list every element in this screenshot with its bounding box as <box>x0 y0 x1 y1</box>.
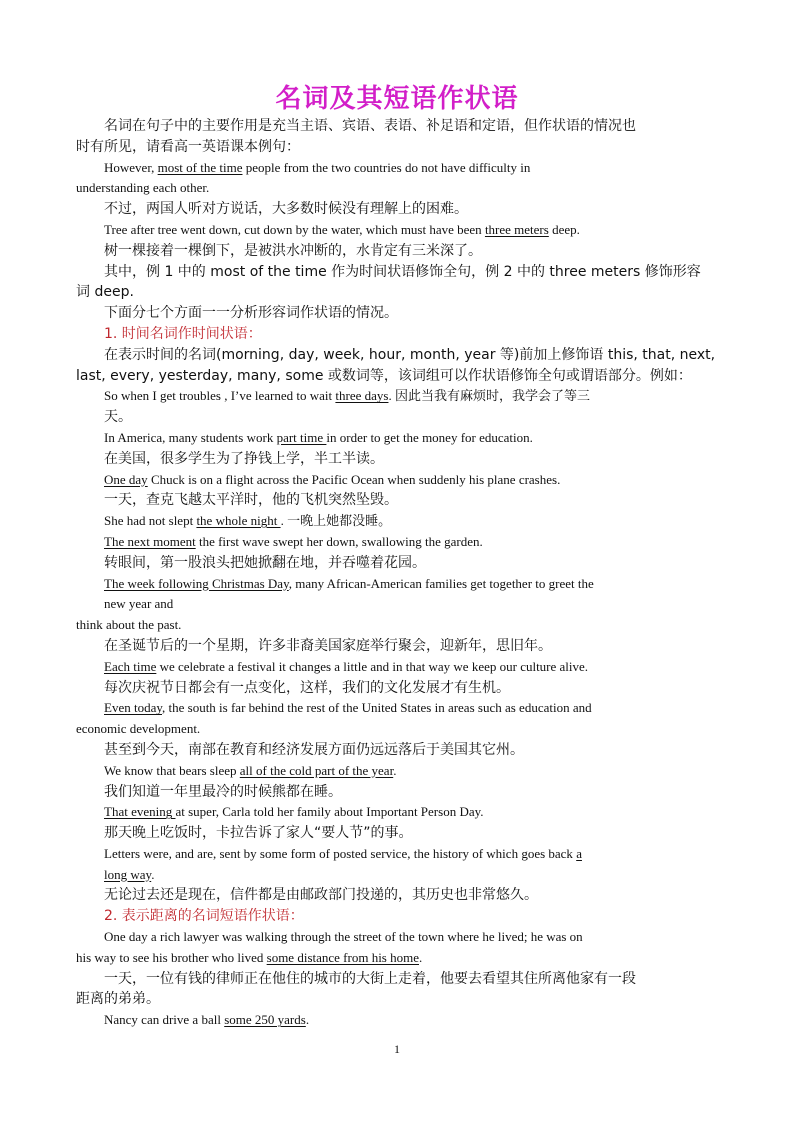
example-sentence: Letters were, and are, sent by some form of posted service, the history of which goes back a <box>104 845 582 861</box>
example-translation: 一天，一位有钱的律师正在他住的城市的大街上走着，他要去看望其住所离他家有一段 <box>104 970 636 987</box>
example-continuation: economic development. <box>76 721 201 737</box>
example-sentence: Nancy can drive a ball some 250 yards. <box>104 1012 310 1028</box>
example-sentence: Tree after tree went down, cut down by the water, which must have been three meters deep. <box>104 221 580 237</box>
example-sentence: Each time we celebrate a festival it changes a little and in that way we keep our culture alive. <box>104 658 589 674</box>
example-translation: 不过，两国人听对方说话，大多数时候没有理解上的困难。 <box>104 201 468 218</box>
underlined-phrase: some 250 yards <box>224 1012 306 1028</box>
underlined-phrase: all of the cold part of the year <box>239 762 394 778</box>
example-translation: 在美国，很多学生为了挣钱上学，半工半读。 <box>104 450 384 467</box>
example-sentence: One day Chuck is on a flight across the Pacific Ocean when suddenly his plane crashes. <box>104 471 561 487</box>
example-continuation: think about the past. <box>76 617 182 633</box>
example-sentence: The week following Christmas Day, many African-American families get together to greet the <box>104 575 594 591</box>
page-title: 名词及其短语作状语 <box>275 84 519 114</box>
example-translation: 转眼间，第一股浪头把她掀翻在地，并吞噬着花园。 <box>104 554 426 571</box>
underlined-phrase: long way <box>104 866 152 882</box>
underlined-phrase: the whole night <box>196 513 281 529</box>
example-translation: 甚至到今天，南部在教育和经济发展方面仍远远落后于美国其它州。 <box>104 741 524 758</box>
underlined-phrase: One day <box>104 471 148 487</box>
example-sentence: However, most of the time people from the two countries do not have difficulty in <box>104 159 531 175</box>
underlined-phrase: Even today <box>104 700 162 716</box>
example-sentence: In America, many students work part time in order to get the money for education. <box>104 429 533 445</box>
example-translation: 距离的弟弟。 <box>76 991 160 1008</box>
analysis-line: 词 deep. <box>76 284 134 301</box>
underlined-phrase: part time <box>276 429 327 445</box>
underlined-phrase: a <box>576 845 582 861</box>
example-continuation: 天。 <box>104 409 132 426</box>
underlined-phrase: most of the time <box>157 159 243 175</box>
example-sentence: The next moment the first wave swept her down, swallowing the garden. <box>104 533 483 549</box>
intro-line: 时有所见，请看高一英语课本例句： <box>76 138 300 155</box>
example-continuation: long way. <box>104 866 155 882</box>
example-sentence: So when I get troubles , I’ve learned to wait three days. 因此当我有麻烦时，我学会了等三 <box>104 388 590 404</box>
example-continuation: understanding each other. <box>76 180 210 196</box>
section-description: last, every, yesterday, many, some 或数词等，该词组可以作状语修饰全句或谓语部分。例如： <box>76 367 692 384</box>
example-sentence: We know that bears sleep all of the cold part of the year. <box>104 762 397 778</box>
page-number: 1 <box>394 1042 400 1056</box>
analysis-line: 其中，例 1 中的 most of the time 作为时间状语修饰全句，例 2 中的 three meters 修饰形容 <box>104 263 701 280</box>
example-translation: 树一棵接着一棵倒下，是被洪水冲断的，水肯定有三米深了。 <box>104 242 482 259</box>
example-translation: 那天晚上吃饭时，卡拉告诉了家人“要人节”的事。 <box>104 825 413 842</box>
underlined-phrase: three days <box>335 388 389 404</box>
underlined-phrase: The week following Christmas Day <box>104 575 289 591</box>
example-translation: 无论过去还是现在，信件都是由邮政部门投递的，其历史也非常悠久。 <box>104 887 538 904</box>
example-continuation: his way to see his brother who lived some distance from his home. <box>76 949 423 965</box>
example-sentence: One day a rich lawyer was walking through the street of the town where he lived; he was on <box>104 929 583 945</box>
underlined-phrase: The next moment <box>104 533 196 549</box>
section-description: 在表示时间的名词(morning, day, week, hour, month, year 等)前加上修饰语 this, that, next, <box>104 346 716 363</box>
underlined-phrase: That evening <box>104 804 176 820</box>
underlined-phrase: Each time <box>104 658 157 674</box>
example-translation: 每次庆祝节日都会有一点变化，这样，我们的文化发展才有生机。 <box>104 679 510 696</box>
example-sentence: She had not slept the whole night . 一晚上她都没睡。 <box>104 513 392 529</box>
example-sentence: That evening at super, Carla told her family about Important Person Day. <box>104 804 484 820</box>
example-sentence: Even today, the south is far behind the rest of the United States in areas such as education and <box>104 700 592 716</box>
example-continuation: new year and <box>104 596 174 612</box>
section-heading: 1. 时间名词作时间状语： <box>104 325 262 342</box>
intro-line: 名词在句子中的主要作用是充当主语、宾语、表语、补足语和定语，但作状语的情况也 <box>104 118 636 134</box>
example-translation: 我们知道一年里最冷的时候熊都在睡。 <box>104 783 342 800</box>
underlined-phrase: three meters <box>484 221 549 237</box>
example-translation: 在圣诞节后的一个星期，许多非裔美国家庭举行聚会，迎新年，思旧年。 <box>104 637 552 654</box>
document-body <box>76 116 718 1031</box>
underlined-phrase: some distance from his home <box>266 949 419 965</box>
section-heading: 2. 表示距离的名词短语作状语： <box>104 908 304 925</box>
overview-line: 下面分七个方面一一分析形容词作状语的情况。 <box>104 305 398 322</box>
example-translation: 一天，查克飞越太平洋时，他的飞机突然坠毁。 <box>104 492 398 509</box>
